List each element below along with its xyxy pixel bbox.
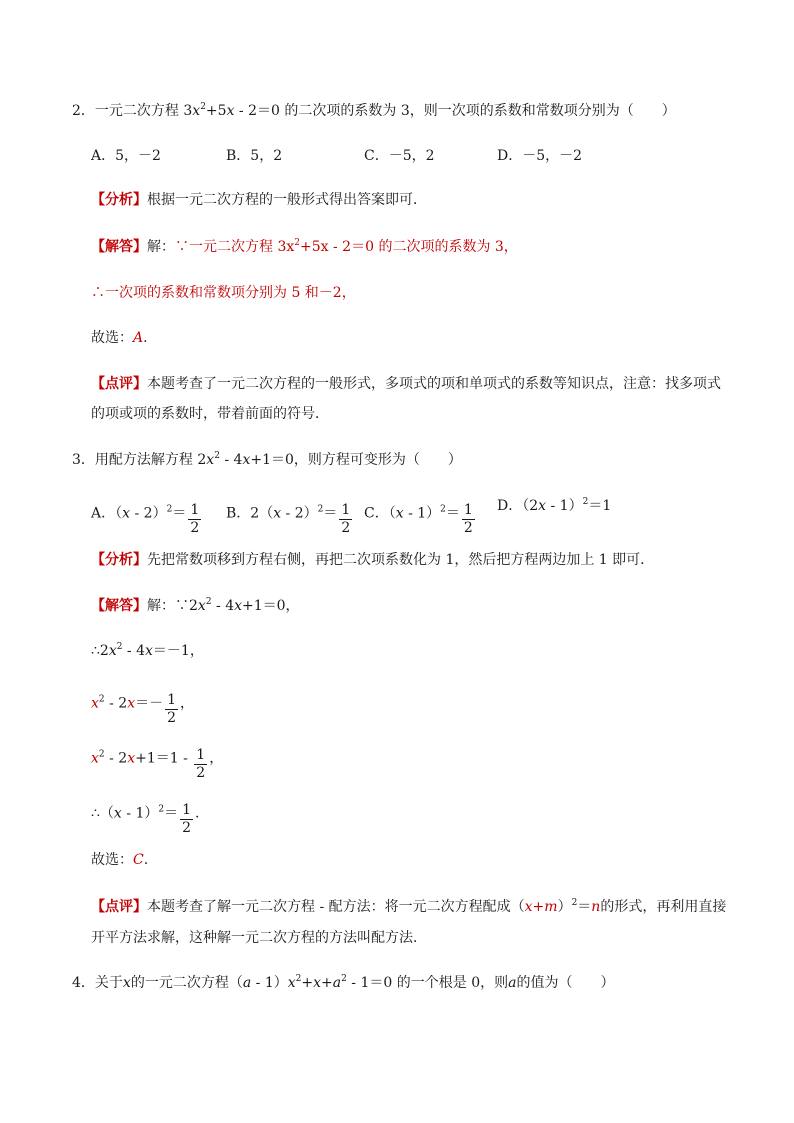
q3-option-b[interactable]	[226, 496, 354, 536]
step-comma: ，	[209, 750, 224, 767]
step-text: +1＝1 -	[135, 750, 193, 767]
step-text: - 1）	[121, 805, 159, 822]
q2-comment-line1	[91, 374, 721, 394]
choice-letter: A	[133, 330, 144, 346]
solution-text: +5	[300, 239, 321, 255]
fraction	[180, 802, 193, 837]
q2-number: 2．	[72, 103, 95, 119]
comment-text: ）	[557, 899, 572, 915]
var-x: x	[197, 598, 206, 614]
q2-option-c[interactable]: C．－5，2	[364, 148, 435, 164]
var-x: x	[91, 695, 99, 712]
exponent: 2	[294, 238, 300, 248]
var-x: x	[127, 750, 136, 767]
step-text: - 4	[122, 643, 146, 659]
option-text: - 1）	[546, 498, 583, 514]
q2-solution-line2: ∴一次项的系数和常数项分别为 5 和－2，	[91, 285, 356, 301]
var-x: x	[524, 899, 533, 915]
var-x: x	[287, 975, 296, 991]
q2-analysis	[91, 190, 427, 210]
var-a: a	[242, 975, 252, 991]
option-text: - 2）	[281, 505, 318, 522]
q3-solution-line	[91, 596, 300, 616]
var-a: a	[508, 975, 517, 991]
q3-option-a[interactable]	[91, 496, 203, 536]
var-x: x	[395, 505, 404, 522]
q3-option-c[interactable]	[364, 496, 477, 536]
step-text: ＝	[164, 805, 179, 822]
solution-text: +1＝0，	[242, 598, 300, 614]
var-x: x	[192, 103, 201, 119]
q2-stem-text: 一元二次方程 3	[94, 103, 193, 119]
var-a: a	[332, 975, 342, 991]
step-text: ∴2	[91, 643, 109, 659]
option-text: - 1）	[403, 505, 441, 522]
q3-stem-text: +1＝0，则方程可变形为（ ）	[250, 452, 462, 468]
var-m: m	[544, 899, 558, 915]
fraction	[462, 502, 475, 537]
q4-stem-text: +	[321, 975, 333, 991]
var-x: x	[313, 975, 322, 991]
exponent: 2	[440, 504, 446, 515]
comment-text: +	[532, 899, 545, 915]
fraction-numerator: 1	[167, 692, 177, 708]
q2-option-a[interactable]: A．5，－2	[91, 148, 161, 164]
exponent: 2	[214, 451, 220, 461]
solution-text: - 2＝0 的二次项的系数为 3，	[328, 239, 518, 255]
q2-solution-line1	[91, 237, 518, 257]
fraction-denominator: 2	[167, 710, 177, 726]
q3-option-d[interactable]	[497, 496, 611, 516]
var-x: x	[108, 643, 117, 659]
fraction-numerator: 1	[196, 747, 206, 763]
comment-text: 本题考查了解一元二次方程 - 配方法：将一元二次方程配成（	[147, 899, 525, 915]
step-period: .	[195, 805, 200, 822]
comment-text: 的形式，再利用直接	[600, 899, 727, 915]
fraction-denominator: 2	[196, 765, 206, 781]
var-x: x	[320, 239, 329, 255]
exponent: 2	[582, 497, 589, 507]
var-x: x	[91, 750, 99, 767]
step-text: ∴（	[91, 805, 114, 822]
q2-comment-line2: 的项或项的系数时，带着前面的符号．	[91, 406, 329, 422]
step-comma: ，	[180, 695, 195, 712]
q4-stem-text: 的一元二次方程（	[130, 975, 243, 991]
var-x: x	[122, 505, 131, 522]
step-text: - 2	[104, 695, 128, 712]
comment-text: 本题考查了一元二次方程的一般形式，多项式的项和单项式的系数等知识点，注意：找多项式	[147, 376, 721, 392]
comment-tag: 【点评】	[91, 376, 147, 392]
fraction	[339, 502, 352, 537]
analysis-tag: 【分析】	[91, 192, 147, 208]
q3-step1	[91, 641, 204, 661]
step-text: - 2	[104, 750, 128, 767]
exponent: 2	[571, 898, 578, 908]
q3-stem-text: 用配方法解方程 2	[94, 452, 207, 468]
exponent: 2	[341, 974, 347, 984]
q4-number: 4．	[72, 975, 95, 991]
choice-text: 故选：	[91, 852, 133, 868]
exponent: 2	[116, 642, 123, 652]
q3-comment-line1	[91, 897, 726, 917]
option-text: ＝	[172, 505, 187, 522]
option-text: B．2（	[226, 505, 274, 522]
exponent: 2	[98, 749, 105, 760]
exponent: 2	[98, 694, 105, 705]
q2-option-b[interactable]: B．5，2	[226, 148, 283, 164]
solution-lead: 解：	[147, 239, 175, 255]
option-text: ＝1	[588, 498, 612, 514]
q4-stem	[72, 973, 614, 993]
fraction	[188, 502, 201, 537]
q3-comment-line2: 开平方法求解，这种解一元二次方程的方法叫配方法．	[91, 930, 427, 946]
q4-stem-text: +	[301, 975, 314, 991]
option-text: A．（	[91, 505, 123, 522]
var-x: x	[538, 498, 547, 514]
var-x: x	[234, 598, 243, 614]
q3-analysis	[91, 550, 654, 570]
exponent: 2	[158, 804, 165, 815]
fraction-numerator: 1	[190, 502, 200, 518]
q3-choice	[91, 850, 148, 870]
var-x: x	[127, 695, 136, 712]
exponent: 2	[205, 597, 212, 607]
q4-stem-text: 关于	[94, 975, 123, 991]
q2-choice	[91, 328, 148, 348]
exponent: 2	[200, 102, 206, 112]
solution-tag: 【解答】	[91, 598, 147, 614]
choice-period: .	[143, 852, 149, 868]
comment-tag: 【点评】	[91, 899, 147, 915]
solution-tag: 【解答】	[91, 239, 147, 255]
solution-text: 解：∵2	[147, 598, 198, 614]
exponent: 2	[317, 504, 324, 515]
fraction	[165, 692, 178, 727]
var-x: x	[145, 643, 153, 659]
option-text: - 2）	[130, 505, 167, 522]
option-text: C．（	[364, 505, 396, 522]
option-text: ＝	[323, 505, 338, 522]
var-x: x	[206, 452, 215, 468]
var-x: x	[286, 239, 295, 255]
comment-text: ＝	[577, 899, 592, 915]
fraction-numerator: 1	[341, 502, 351, 518]
q3-number: 3．	[72, 452, 95, 468]
fraction-denominator: 2	[190, 520, 200, 536]
step-text: ＝－1，	[152, 643, 204, 659]
q4-stem-text: - 1）	[251, 975, 288, 991]
q2-stem	[72, 101, 676, 121]
analysis-text: 根据一元二次方程的一般形式得出答案即可．	[147, 192, 427, 208]
q3-stem-text: - 4	[219, 452, 243, 468]
q2-stem-text: - 2＝0 的二次项的系数为 3，则一次项的系数和常数项分别为（ ）	[234, 103, 676, 119]
exponent: 2	[295, 974, 302, 984]
q3-step2	[91, 686, 195, 726]
analysis-text: 先把常数项移到方程右侧，再把二次项系数化为 1，然后把方程两边加上 1 即可．	[147, 552, 655, 568]
analysis-tag: 【分析】	[91, 552, 147, 568]
solution-text: - 4	[211, 598, 235, 614]
choice-letter: C	[133, 852, 144, 868]
exponent: 2	[166, 504, 173, 515]
choice-period: .	[143, 330, 148, 346]
fraction-denominator: 2	[182, 820, 192, 836]
q3-stem	[72, 450, 462, 470]
fraction-numerator: 1	[182, 802, 192, 818]
var-x: x	[226, 103, 235, 119]
q3-step3	[91, 741, 224, 781]
var-x: x	[122, 975, 131, 991]
var-x: x	[242, 452, 251, 468]
q2-stem-text: +5	[205, 103, 227, 119]
q2-option-d[interactable]: D．－5，－2	[497, 148, 583, 164]
fraction-denominator: 2	[463, 520, 473, 536]
var-x: x	[113, 805, 122, 822]
option-text: D．（2	[497, 498, 539, 514]
q3-step4	[91, 796, 200, 836]
option-text: ＝	[445, 505, 460, 522]
var-x: x	[273, 505, 282, 522]
var-n: n	[591, 899, 601, 915]
fraction	[194, 747, 207, 782]
step-text: ＝－	[135, 695, 164, 712]
q4-stem-text: 的值为（ ）	[516, 975, 615, 991]
fraction-denominator: 2	[341, 520, 351, 536]
q4-stem-text: - 1＝0 的一个根是 0，则	[346, 975, 509, 991]
solution-text: ∵一元二次方程 3	[175, 239, 287, 255]
fraction-numerator: 1	[463, 502, 473, 518]
choice-text: 故选：	[91, 330, 133, 346]
